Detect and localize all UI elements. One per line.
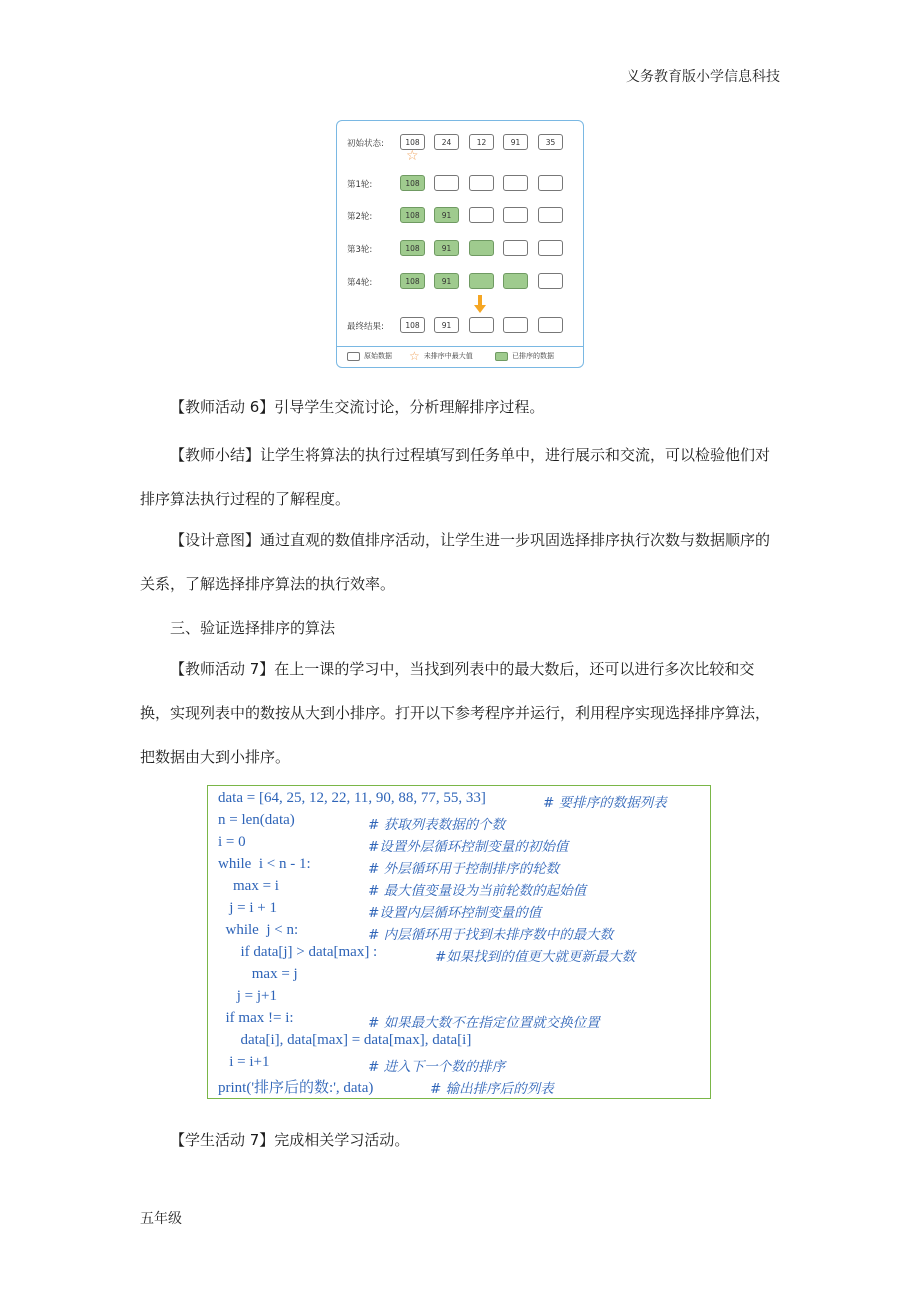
legend-swatch [347, 352, 360, 361]
row-label: 第1轮: [347, 180, 373, 190]
code-line: n = len(data) [218, 812, 295, 828]
row-label: 最终结果: [347, 322, 384, 332]
legend-max [409, 351, 473, 361]
code-line: max = i [218, 878, 279, 894]
code-comment: # 获取列表数据的个数 [368, 817, 506, 833]
sort-cell [538, 207, 563, 223]
sort-cell: 91 [434, 317, 459, 333]
code-line: while j < n: [218, 922, 299, 938]
sort-cell: 12 [469, 134, 494, 150]
star-icon: ☆ [409, 349, 420, 363]
legend-original [347, 351, 392, 361]
code-block [207, 785, 711, 1099]
legend-divider [337, 346, 583, 347]
code-line: if max != i: [218, 1010, 294, 1026]
teacher-summary: 【教师小结】让学生将算法的执行过程填写到任务单中，进行展示和交流，可以检验他们对排序算法执行过程的了解程度。 [140, 446, 771, 508]
student-activity-7: 【学生活动 7】完成相关学习活动。 [170, 1131, 410, 1149]
legend-label: 未排序中最大值 [423, 352, 473, 360]
sort-cell: 108 [400, 175, 425, 191]
sort-cell: 91 [503, 134, 528, 150]
code-comment: # 外层循环用于控制排序的轮数 [368, 861, 560, 877]
sort-cell [469, 175, 494, 191]
sort-cell [538, 317, 563, 333]
code-line: data = [64, 25, 12, 22, 11, 90, 88, 77, 55, 33] [218, 790, 486, 806]
teacher-activity-6: 【教师活动 6】引导学生交流讨论，分析理解排序过程。 [170, 398, 545, 416]
sort-cell [503, 240, 528, 256]
row-label: 第2轮: [347, 212, 373, 222]
sort-cell [538, 273, 563, 289]
legend-swatch [495, 352, 508, 361]
sort-cell [538, 175, 563, 191]
sort-cell: 108 [400, 207, 425, 223]
sort-cell [469, 240, 494, 256]
sort-cell: 108 [400, 317, 425, 333]
legend-label: 已排序的数据 [512, 352, 554, 360]
code-comment: #设置内层循环控制变量的值 [368, 905, 542, 921]
legend-label: 原始数据 [364, 352, 392, 360]
design-intent: 【设计意图】通过直观的数值排序活动，让学生进一步巩固选择排序执行次数与数据顺序的关系，了解选择排序算法的执行效率。 [140, 531, 771, 593]
sort-cell: 108 [400, 273, 425, 289]
code-comment: # 最大值变量设为当前轮数的起始值 [368, 883, 587, 899]
star-icon: ☆ [406, 148, 419, 164]
code-line: i = 0 [218, 834, 246, 850]
selection-sort-diagram [336, 120, 584, 368]
code-comment: # 内层循环用于找到未排序数中的最大数 [368, 927, 614, 943]
row-label: 第3轮: [347, 245, 373, 255]
sort-cell: 108 [400, 240, 425, 256]
code-comment: # 进入下一个数的排序 [368, 1059, 506, 1075]
sort-cell: 91 [434, 273, 459, 289]
sort-cell: 108 [400, 134, 425, 150]
sort-cell [469, 317, 494, 333]
sort-cell: 35 [538, 134, 563, 150]
sort-cell [469, 273, 494, 289]
code-line: j = i + 1 [218, 900, 278, 916]
sort-cell [469, 207, 494, 223]
teacher-activity-7: 【教师活动 7】在上一课的学习中，当找到列表中的最大数后，还可以进行多次比较和交换，实现列表中的数按从大到小排序。打开以下参考程序并运行，利用程序实现选择排序算法，把数据由大到小排序。 [140, 660, 771, 766]
row-label: 第4轮: [347, 278, 373, 288]
code-line: print('排序后的数:', data) [218, 1080, 374, 1096]
sort-cell: 24 [434, 134, 459, 150]
section-heading: 三、验证选择排序的算法 [170, 619, 336, 637]
code-line: j = j+1 [218, 988, 278, 1004]
arrow-down-icon [474, 295, 486, 313]
sort-cell [503, 317, 528, 333]
sort-cell [434, 175, 459, 191]
code-comment: # 要排序的数据列表 [543, 795, 667, 811]
code-comment: #如果找到的值更大就更新最大数 [435, 949, 636, 965]
code-line: while i < n - 1: [218, 856, 311, 872]
code-line: max = j [218, 966, 298, 982]
sort-cell: 91 [434, 207, 459, 223]
code-line: data[i], data[max] = data[max], data[i] [218, 1032, 472, 1048]
sort-cell [538, 240, 563, 256]
sort-cell [503, 273, 528, 289]
code-line: i = i+1 [218, 1054, 270, 1070]
sort-cell [503, 175, 528, 191]
sort-cell: 91 [434, 240, 459, 256]
code-line: if data[j] > data[max] : [218, 944, 378, 960]
page-header: 义务教育版小学信息科技 [626, 69, 780, 85]
row-label: 初始状态: [347, 139, 384, 149]
code-comment: # 如果最大数不在指定位置就交换位置 [368, 1015, 600, 1031]
sort-cell [503, 207, 528, 223]
page-footer: 五年级 [140, 1211, 182, 1227]
legend-sorted [495, 351, 554, 361]
code-comment: # 输出排序后的列表 [430, 1081, 554, 1097]
code-comment: #设置外层循环控制变量的初始值 [368, 839, 569, 855]
